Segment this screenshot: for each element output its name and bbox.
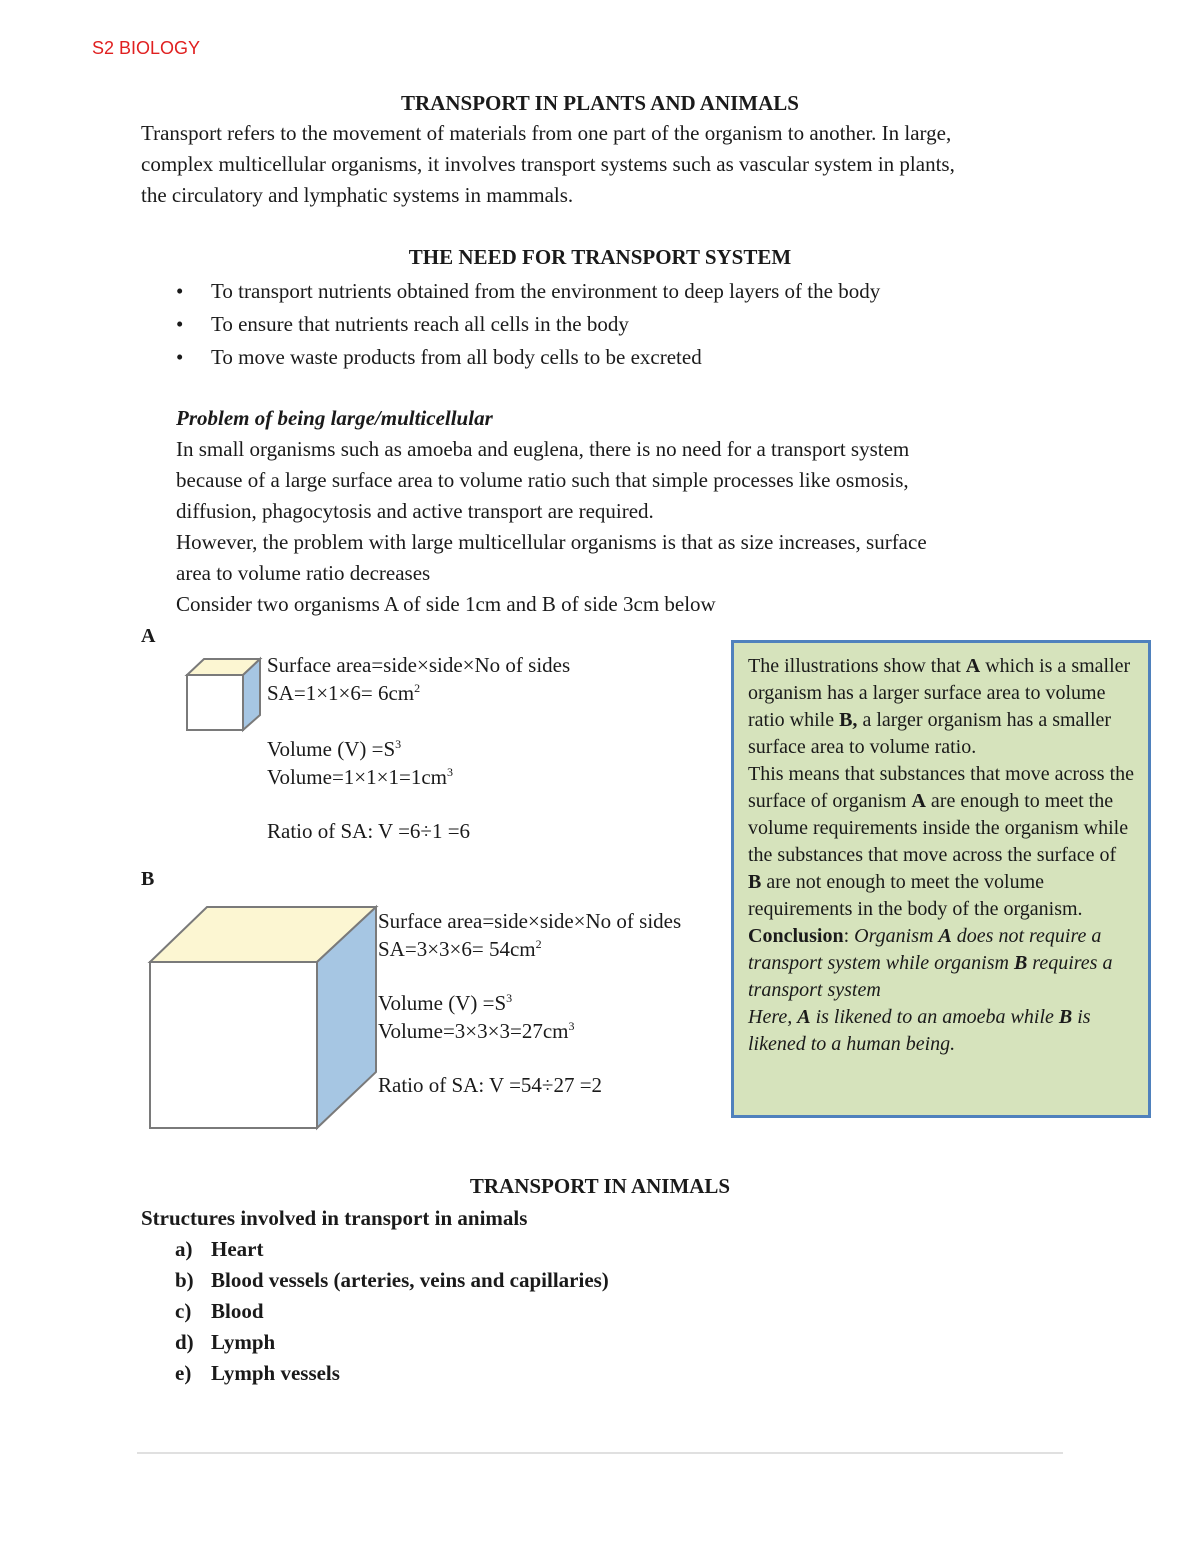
cube-b-ratio: Ratio of SA: V =54÷27 =2 (378, 1073, 603, 1097)
cube-a-front-face (187, 675, 243, 730)
intro-line: the circulatory and lymphatic systems in mammals. (141, 183, 574, 207)
cube-b-sa-formula: Surface area=side×side×No of sides (378, 909, 682, 933)
list-item: d) Lymph (175, 1330, 276, 1354)
bullet-icon: • (176, 312, 184, 336)
cube-b-label: B (141, 868, 155, 890)
list-item (176, 275, 1076, 308)
cube-b-sa-calc: $SA=3\times 3\times 6= 54cm^2$ (378, 937, 542, 961)
cube-b-vol-calc: $Volume=3\times 3\times 3=27cm^3$ (378, 1019, 575, 1043)
cube-a-sa-calc: $SA=1\times 1\times 6= 6cm^2$ (267, 681, 421, 705)
bullet-icon: • (176, 279, 184, 303)
bullet-text: To ensure that nutrients reach all cells in the body (211, 312, 629, 336)
problem-line: area to volume ratio decreases (176, 561, 431, 585)
animals-subheading: Structures involved in transport in animals (141, 1206, 528, 1230)
cube-b-calculations (378, 907, 681, 1099)
intro-paragraph (141, 118, 1101, 211)
list-item: c) Blood (175, 1299, 264, 1323)
list-item: a) Heart (175, 1237, 264, 1261)
animals-section (141, 1203, 1041, 1389)
header-subject-tag: S2 BIOLOGY (92, 38, 201, 58)
cube-a-ratio: Ratio of SA: V =6÷1 =6 (267, 819, 471, 843)
cube-a-vol-calc: $Volume=1\times 1\times 1=1cm^3$ (267, 765, 453, 789)
list-item: b) Blood vessels (arteries, veins and capillaries) (175, 1268, 609, 1292)
cube-a-sa-formula: Surface area=side×side×No of sides (267, 653, 571, 677)
bullet-text: To transport nutrients obtained from the environment to deep layers of the body (211, 279, 881, 303)
problem-line: diffusion, phagocytosis and active transport are required. (176, 499, 654, 523)
need-heading: THE NEED FOR TRANSPORT SYSTEM (408, 245, 792, 269)
problem-section (176, 403, 1076, 620)
callout-paragraph-1: The illustrations show that A which is a smaller organism has a larger surface area to volume ratio while B, a larger organism has a smaller surface area to volume ratio. (748, 655, 1131, 758)
problem-line: In small organisms such as amoeba and euglena, there is no need for a transport system (176, 437, 910, 461)
cube-a-calculations (267, 651, 570, 845)
callout-paragraph-2: This means that substances that move across the surface of organism A are enough to meet the volume requirements inside the organism while the substances that move across the surface of B are not enough to meet the volume requirements in the body of the organism. (748, 763, 1135, 920)
page-title: TRANSPORT IN PLANTS AND ANIMALS (401, 91, 799, 115)
problem-line: because of a large surface area to volume ratio such that simple processes like osmosis, (176, 468, 909, 492)
structures-list (141, 1234, 1041, 1389)
cube-a-vol-formula: Volume $(V) =S^3$ (267, 737, 402, 761)
list-item (176, 341, 1076, 374)
cube-a-label: A (141, 625, 156, 647)
cube-a-diagram (180, 655, 265, 735)
problem-heading: Problem of being large/multicellular (176, 406, 493, 430)
cube-b-diagram (144, 902, 379, 1134)
problem-line: Consider two organisms A of side 1cm and B of side 3cm below (176, 592, 716, 616)
conclusion-callout-box (731, 640, 1151, 1118)
bullet-text: To move waste products from all body cells to be excreted (211, 345, 702, 369)
footer-divider (137, 1452, 1063, 1454)
callout-conclusion: Conclusion: Organism A does not require a transport system while organism B requires a transport system (748, 925, 1113, 1001)
animals-heading: TRANSPORT IN ANIMALS (469, 1174, 731, 1198)
need-bullet-list (176, 275, 1076, 374)
cube-b-front-face (150, 962, 317, 1128)
intro-line: Transport refers to the movement of materials from one part of the organism to another. In large, (141, 121, 952, 145)
bullet-icon: • (176, 345, 184, 369)
cube-b-vol-formula: Volume $(V) =S^3$ (378, 991, 513, 1015)
problem-line: However, the problem with large multicellular organisms is that as size increases, surface (176, 530, 927, 554)
list-item (176, 308, 1076, 341)
list-item: e) Lymph vessels (175, 1361, 340, 1385)
callout-comparison: Here, A is likened to an amoeba while B is likened to a human being. (748, 1006, 1091, 1055)
intro-line: complex multicellular organisms, it involves transport systems such as vascular system in plants, (141, 152, 955, 176)
